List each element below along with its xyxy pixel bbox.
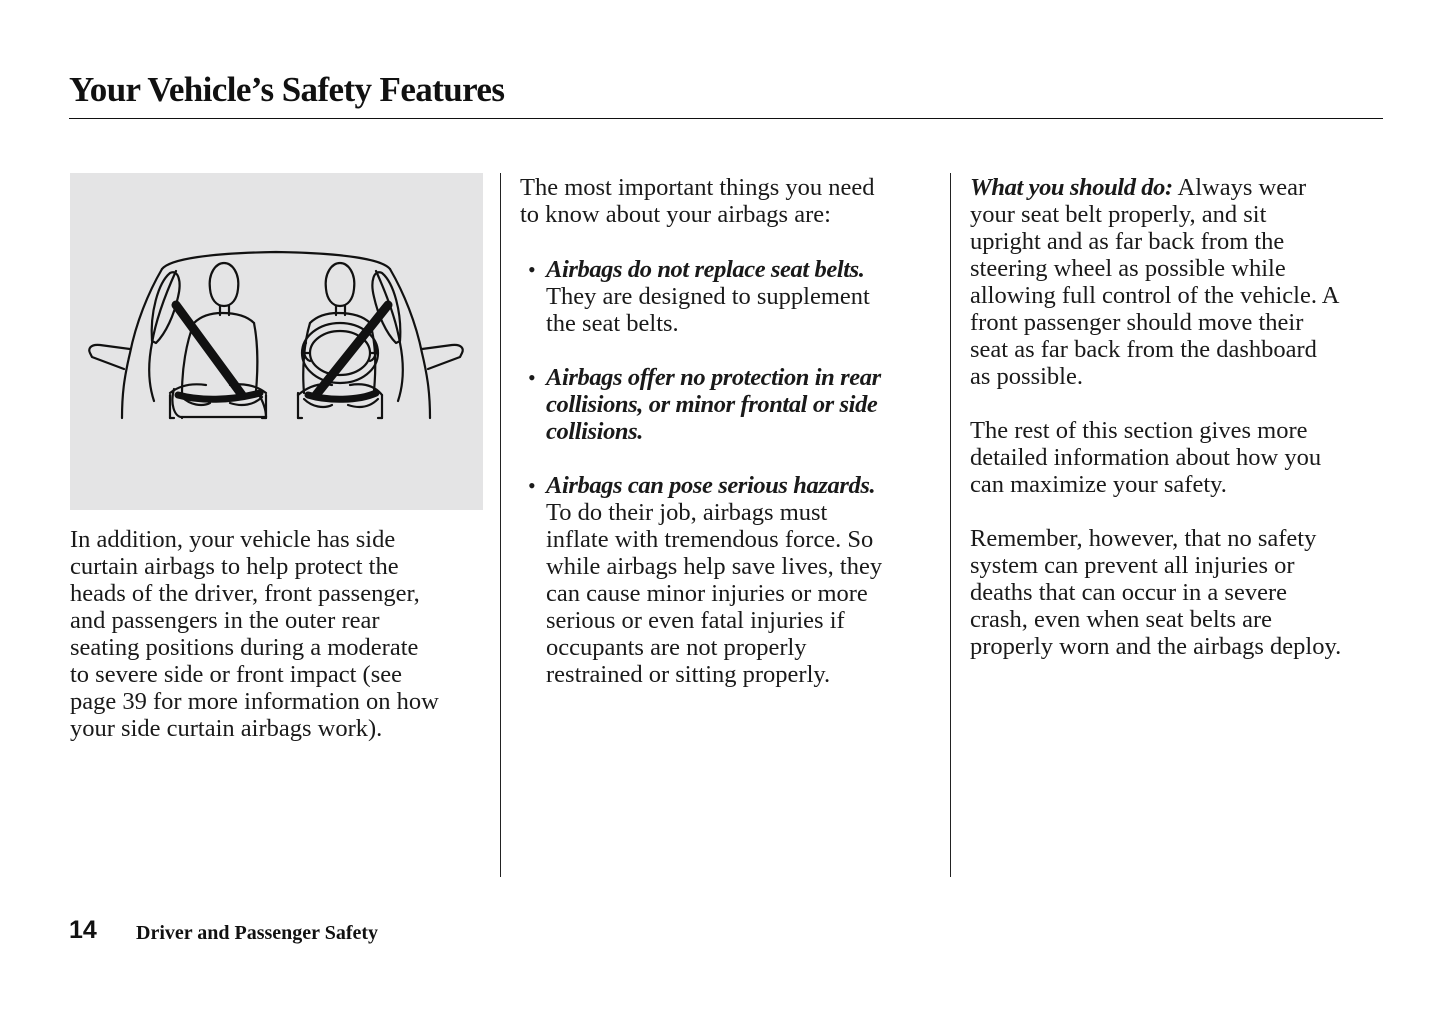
remember-line: crash, even when seat belts are [970, 606, 1273, 633]
paragraph-line: and passengers in the outer rear [70, 607, 380, 634]
paragraph-line: curtain airbags to help protect the [70, 553, 399, 580]
what-first-line [970, 174, 1339, 201]
bullet-heading: collisions, or minor frontal or side [546, 391, 878, 418]
right-mirror [422, 345, 463, 369]
paragraph-line: your side curtain airbags work). [70, 715, 383, 742]
what-line: seat as far back from the dashboard [970, 336, 1317, 363]
what-line: allowing full control of the vehicle. A [970, 282, 1340, 309]
left-mirror [89, 345, 130, 369]
paragraph-line: heads of the driver, front passenger, [70, 580, 420, 607]
paragraph-line: seating positions during a moderate [70, 634, 419, 661]
bullet-line: To do their job, airbags must [546, 499, 828, 526]
paragraph-line: page 39 for more information on how [70, 688, 439, 715]
bullet-line: inflate with tremendous force. So [546, 526, 874, 553]
intro-line: The most important things you need [520, 174, 875, 201]
paragraph-line: to severe side or front impact (see [70, 661, 402, 688]
bullet-item-seat-belts [546, 256, 870, 337]
what-you-should-do [970, 174, 1339, 390]
intro-line: to know about your airbags are: [520, 201, 831, 228]
bullet-marker: • [528, 257, 536, 282]
what-line: your seat belt properly, and sit [970, 201, 1267, 228]
bullet-heading: collisions. [546, 418, 644, 445]
rest-line: The rest of this section gives more [970, 417, 1308, 444]
rest-line: can maximize your safety. [970, 471, 1227, 498]
vehicle-roof-line [162, 252, 390, 269]
bullet-line: the seat belts. [546, 310, 679, 337]
remember-line: Remember, however, that no safety [970, 525, 1317, 552]
bullet-marker: • [528, 365, 536, 390]
section-label: Driver and Passenger Safety [136, 922, 379, 944]
airbag-intro [520, 174, 875, 228]
what-line: as possible. [970, 363, 1083, 390]
page-number: 14 [69, 916, 97, 944]
bullet-line: serious or even fatal injuries if [546, 607, 845, 634]
bullet-line: while airbags help save lives, they [546, 553, 883, 580]
bullet-heading: Airbags can pose serious hazards. [546, 472, 876, 499]
bullet-line: occupants are not properly [546, 634, 807, 661]
column-divider-left [500, 173, 501, 877]
bullet-heading: Airbags do not replace seat belts. [546, 256, 865, 283]
paragraph-line: In addition, your vehicle has side [70, 526, 396, 553]
passenger-figure [170, 263, 266, 418]
bullet-item-no-protection [546, 364, 881, 445]
driver-figure [298, 263, 388, 418]
remember-line: system can prevent all injuries or [970, 552, 1295, 579]
bullet-line: can cause minor injuries or more [546, 580, 868, 607]
what-label: What you should do: [970, 174, 1173, 201]
bullet-line: They are designed to supplement [546, 283, 870, 310]
title-rule [69, 118, 1383, 119]
bullet-item-hazards [546, 472, 882, 688]
bullet-marker: • [528, 473, 536, 498]
seatbelt-illustration [70, 173, 483, 510]
what-first-line-rest: Always wear [1172, 174, 1307, 201]
what-line: upright and as far back from the [970, 228, 1285, 255]
remember-line: deaths that can occur in a severe [970, 579, 1287, 606]
page-title: Your Vehicle’s Safety Features [69, 70, 505, 109]
rest-line: detailed information about how you [970, 444, 1322, 471]
what-line: steering wheel as possible while [970, 255, 1286, 282]
remember-paragraph [970, 525, 1341, 660]
bullet-line: restrained or sitting properly. [546, 661, 831, 688]
side-curtain-paragraph [70, 526, 439, 742]
rest-of-section-paragraph [970, 417, 1321, 498]
what-line: front passenger should move their [970, 309, 1304, 336]
column-divider-right [950, 173, 951, 877]
remember-line: properly worn and the airbags deploy. [970, 633, 1342, 660]
bullet-heading: Airbags offer no protection in rear [546, 364, 881, 391]
